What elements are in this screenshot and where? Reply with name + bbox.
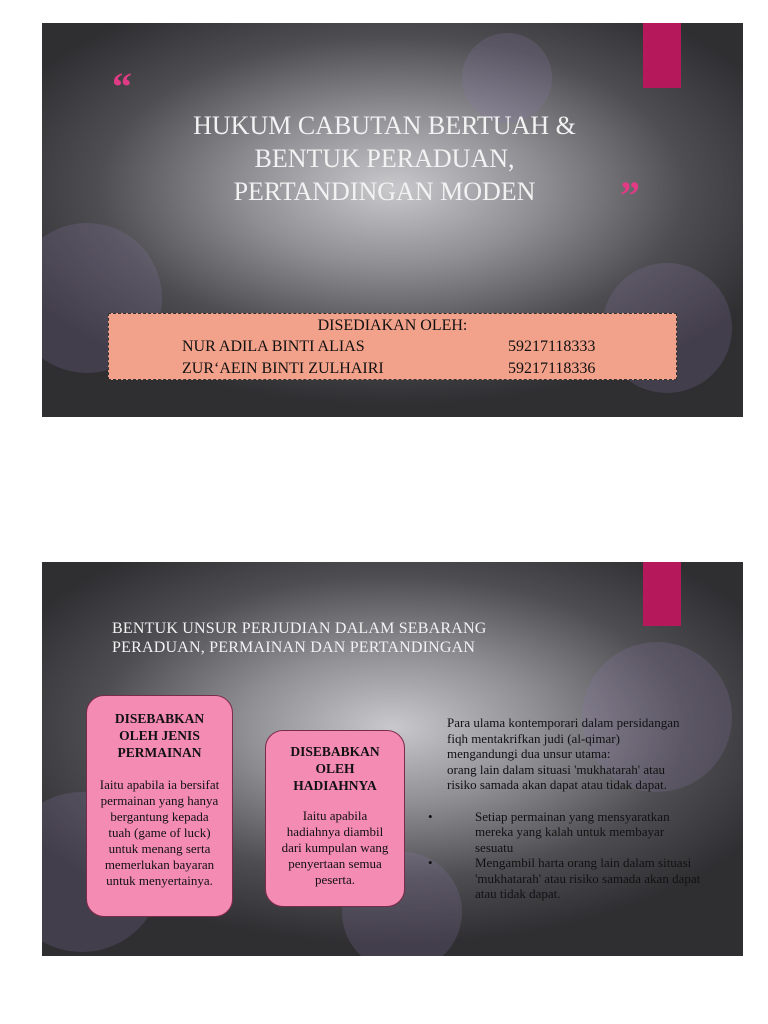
close-quote-icon: ” <box>620 173 640 218</box>
card-text-line: penyertaan semua <box>288 856 382 871</box>
accent-bar <box>643 23 681 88</box>
bullet-line: mereka yang kalah untuk membayar <box>475 824 665 839</box>
slide-title <box>142 109 627 208</box>
author-name: NUR ADILA BINTI ALIAS <box>182 338 365 355</box>
author-id: 59217118333 <box>508 338 596 355</box>
card-text-line: Iaitu apabila <box>302 808 368 823</box>
card-title-line: DISEBABKAN <box>114 711 205 726</box>
slide-heading <box>112 619 532 657</box>
card-text-line: untuk menang serta <box>108 841 211 856</box>
card-text-line: dari kumpulan wang <box>281 840 389 855</box>
intro-line: mengandungi dua unsur utama: <box>447 746 611 761</box>
card-title-line: PERMAINAN <box>117 745 202 760</box>
open-quote-icon: “ <box>112 64 132 109</box>
intro-line: Para ulama kontemporari dalam persidangan <box>447 715 680 730</box>
card-text-line: hadiahnya diambil <box>286 824 384 839</box>
title-line: BENTUK PERADUAN, <box>254 144 515 173</box>
prize-card <box>265 730 405 907</box>
card-text-line: peserta. <box>314 872 356 887</box>
title-line: HUKUM CABUTAN BERTUAH & <box>193 111 576 140</box>
author-name: ZUR‘AEIN BINTI ZULHAIRI <box>182 360 384 377</box>
card-text-line: bergantung kepada <box>110 809 209 824</box>
card-text <box>272 808 398 888</box>
card-text-line: tuah (game of luck) <box>108 825 211 840</box>
author-box <box>108 313 677 380</box>
heading-line: BENTUK UNSUR PERJUDIAN DALAM SEBARANG <box>112 620 487 637</box>
card-title-line: OLEH <box>315 761 355 776</box>
bullet-line: sesuatu <box>475 839 514 855</box>
bullet-item <box>447 855 727 902</box>
card-title <box>272 743 398 794</box>
heading-line: PERADUAN, PERMAINAN DAN PERTANDINGAN <box>112 639 476 656</box>
prepared-by-label: DISEDIAKAN OLEH: <box>317 317 468 334</box>
bullet-line: atau tidak dapat. <box>475 886 561 901</box>
card-text-line: untuk menyertainya. <box>106 873 213 888</box>
card-text-line: permainan yang hanya <box>100 793 219 808</box>
accent-bar <box>643 562 681 626</box>
definition-text <box>447 715 727 902</box>
intro-paragraph <box>447 715 727 793</box>
card-title-line: OLEH JENIS <box>119 728 200 743</box>
title-slide <box>42 23 743 417</box>
content-slide <box>42 562 743 956</box>
bullet-list <box>447 809 727 902</box>
intro-line: orang lain dalam situasi 'mukhatarah' atau <box>447 761 666 777</box>
card-text <box>93 777 226 889</box>
author-id: 59217118336 <box>508 360 596 377</box>
bullet-item <box>447 809 727 856</box>
intro-line: risiko samada akan dapat atau tidak dapat. <box>447 777 667 792</box>
bullet-line: • Mengambil harta orang lain dalam situasi <box>475 855 692 870</box>
bullet-line: • Setiap permainan yang mensyaratkan <box>475 808 670 824</box>
card-title-line: DISEBABKAN <box>290 744 380 759</box>
bullet-line: 'mukhatarah' atau risiko samada akan dapat <box>475 870 701 886</box>
intro-line: fiqh mentakrifkan judi (al-qimar) <box>447 730 620 746</box>
game-type-card <box>86 695 233 917</box>
title-line: PERTANDINGAN MODEN <box>233 177 536 206</box>
card-text-line: Iaitu apabila ia bersifat <box>99 777 220 792</box>
card-title <box>93 710 226 761</box>
card-text-line: memerlukan bayaran <box>104 857 215 872</box>
card-title-line: HADIAHNYA <box>293 778 377 793</box>
